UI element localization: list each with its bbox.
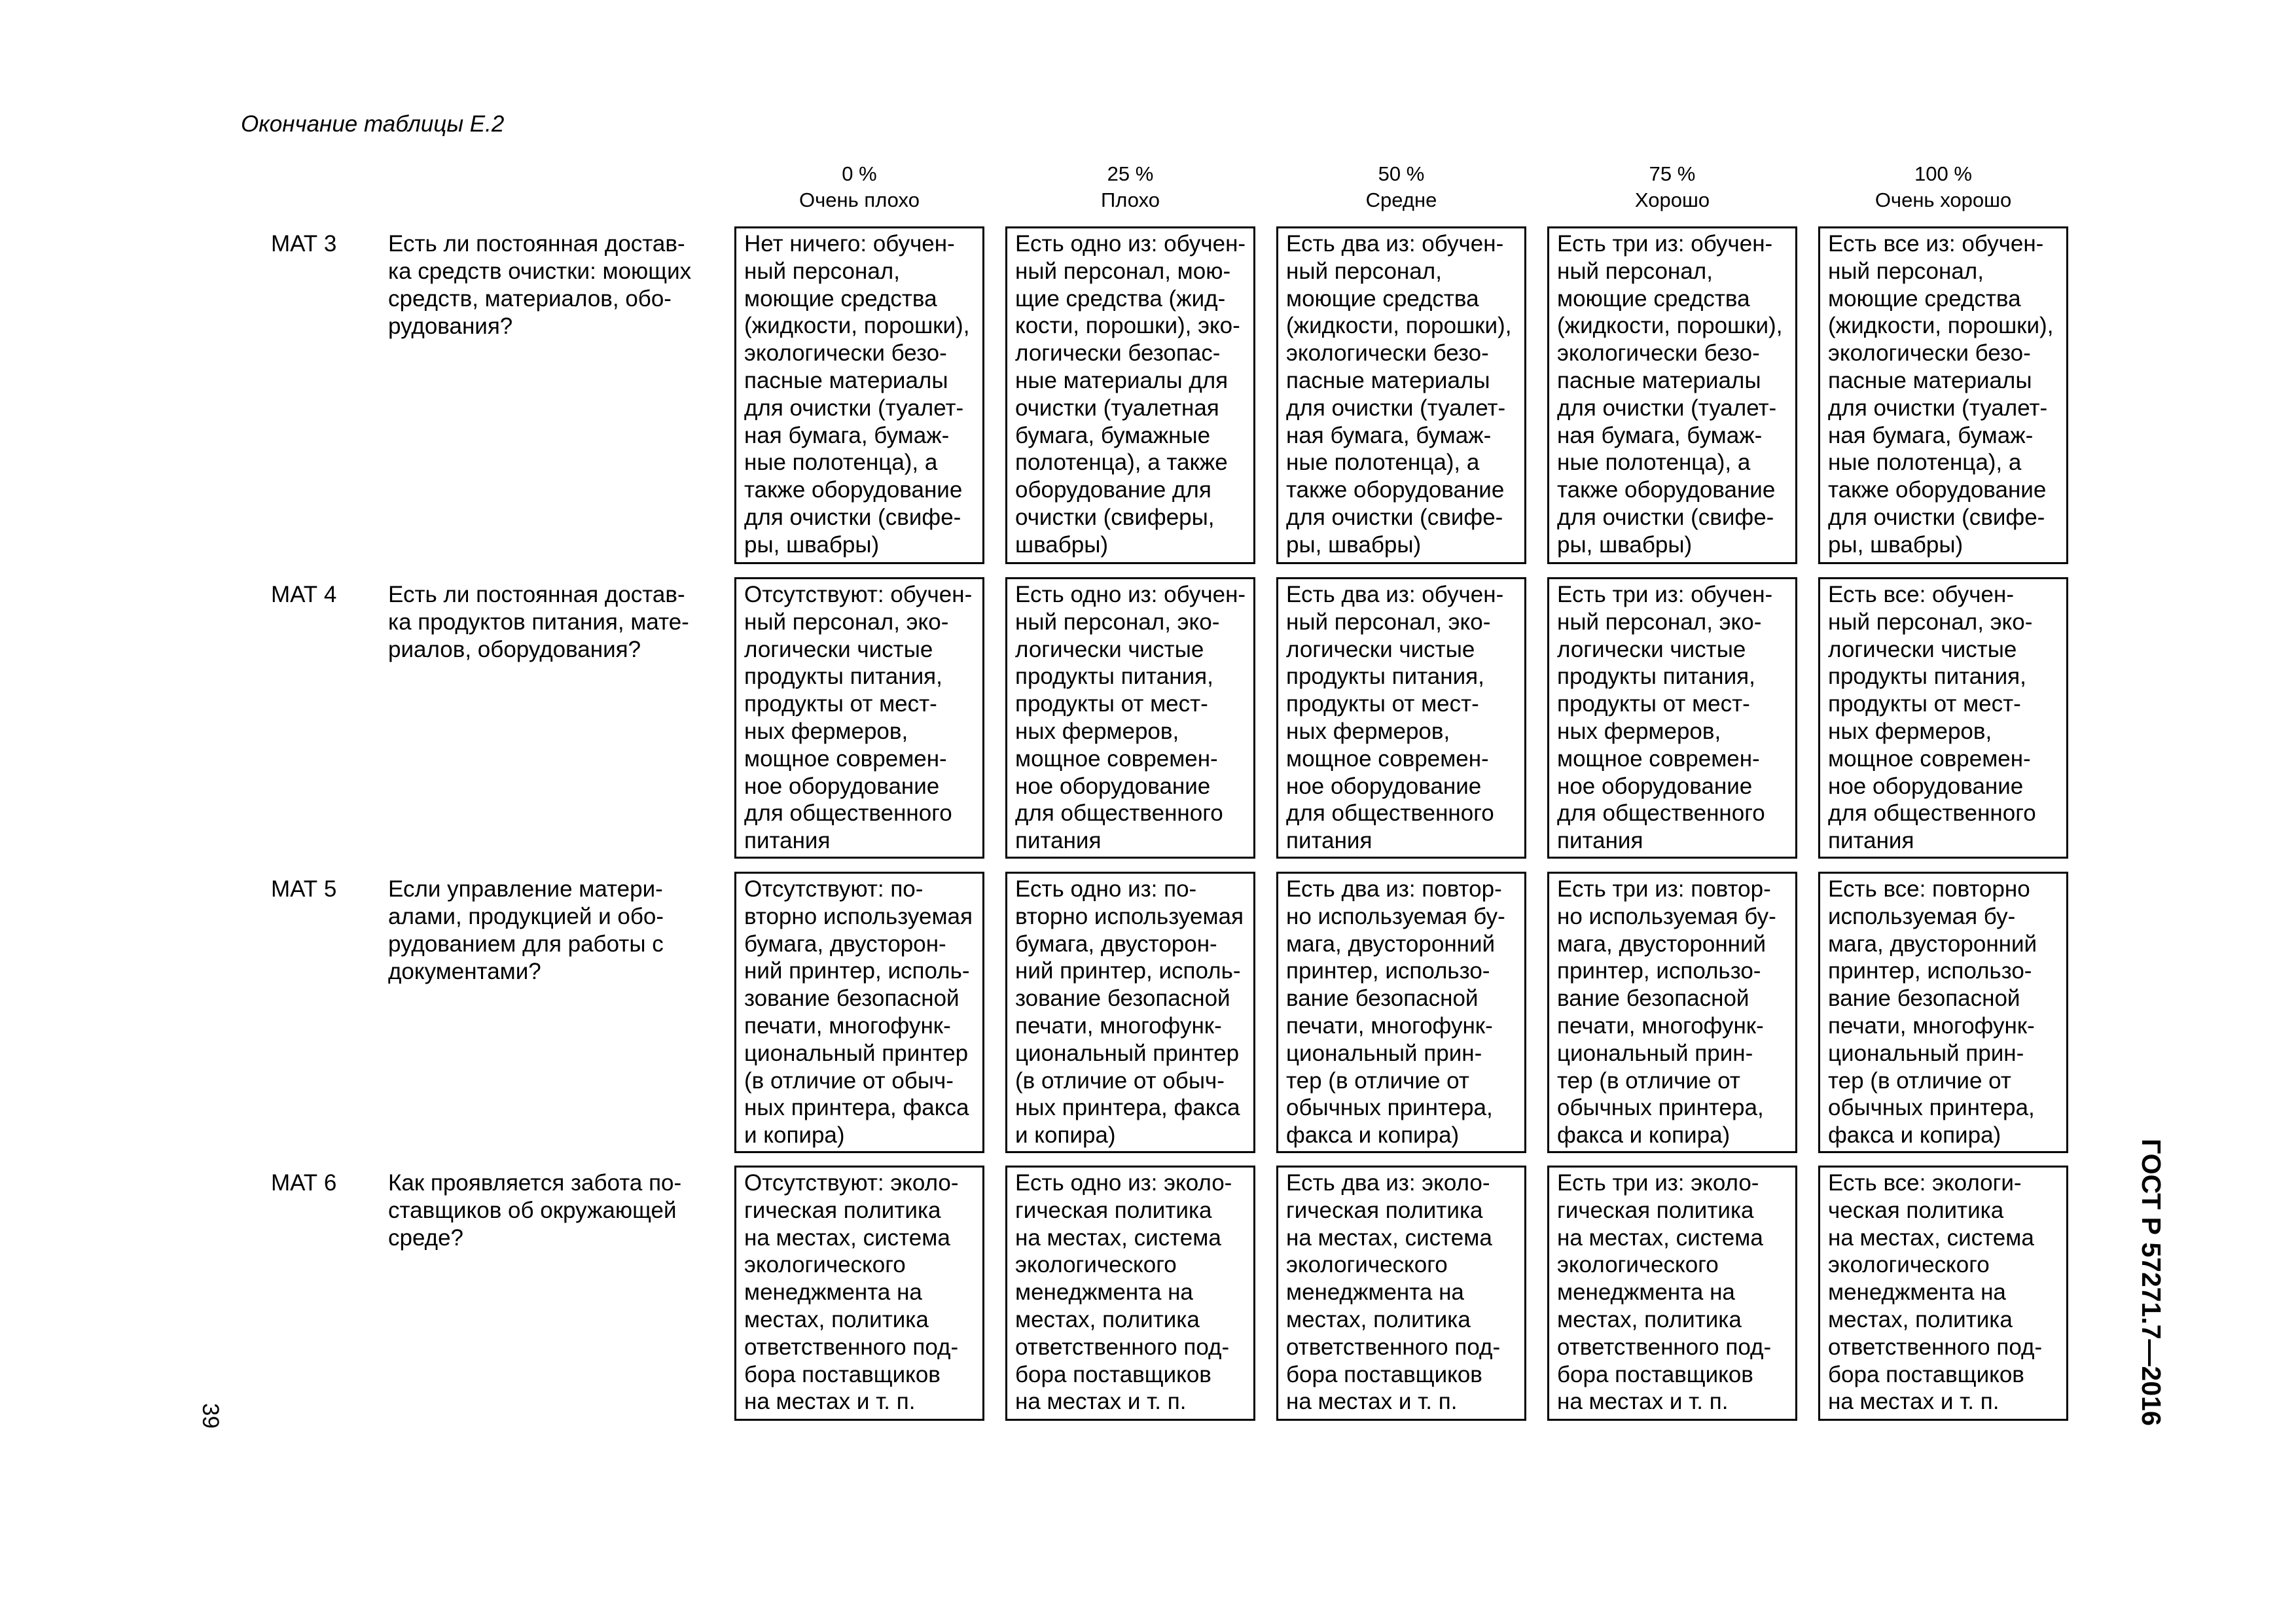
row-code: МАТ 3 [271, 231, 337, 257]
rating-cell [1276, 226, 1526, 564]
cell-line: ных фермеров, [1557, 718, 1721, 744]
cell-line: Есть три из: эколо- [1557, 1170, 1759, 1196]
cell-line: для очистки (свифе- [744, 504, 961, 530]
cell-line: для очистки (туалет- [1286, 395, 1506, 421]
cell-line: на местах, система [1557, 1224, 1763, 1251]
cell-line: ный персонал, [1557, 258, 1713, 284]
cell-line: полотенца), а также [1015, 450, 1228, 476]
cell-line: продукты питания, [1557, 664, 1755, 690]
level-header [1277, 161, 1526, 213]
rating-cell [1818, 1166, 2068, 1421]
cell-line: Есть все: экологи- [1828, 1170, 2022, 1196]
cell-line: моющие средства [744, 285, 937, 312]
rating-cell [734, 226, 984, 564]
cell-line: тер (в отличие от [1286, 1067, 1469, 1094]
cell-line: вание безопасной [1557, 986, 1749, 1012]
cell-line: ческая политика [1828, 1197, 2004, 1223]
cell-line: ный персонал, мою- [1015, 258, 1231, 284]
rating-cell [1005, 226, 1255, 564]
cell-line: мощное современ- [1828, 745, 2031, 772]
question-line: Как проявляется забота по- [388, 1170, 682, 1196]
cell-line: циональный прин- [1557, 1040, 1753, 1066]
cell-line: для общественного [744, 800, 952, 827]
cell-line: ные полотенца), а [744, 450, 938, 476]
cell-line: питания [1828, 828, 1914, 854]
cell-line: экологического [1015, 1252, 1177, 1278]
cell-line: печати, многофунк- [1557, 1012, 1764, 1039]
cell-line: логически чистые [744, 636, 933, 662]
rating-cell [1547, 577, 1797, 859]
cell-line: и копира) [744, 1122, 845, 1149]
cell-line: гическая политика [1286, 1197, 1483, 1223]
cell-line: экологически безо- [744, 340, 947, 366]
cell-line: мощное современ- [1286, 745, 1489, 772]
cell-line: менеджмента на [1828, 1279, 2006, 1306]
cell-line: для очистки (туалет- [744, 395, 964, 421]
rating-cell [1276, 872, 1526, 1153]
cell-line: Есть три из: обучен- [1557, 582, 1773, 607]
cell-line: на местах и т. п. [1015, 1389, 1187, 1415]
question-line: рудования? [388, 313, 513, 339]
cell-line: пасные материалы [1828, 367, 2032, 393]
cell-line: факса и копира) [1828, 1122, 2001, 1149]
question-line: рудованием для работы с [388, 931, 664, 957]
cell-line: местах, политика [1015, 1306, 1200, 1332]
cell-line: бумага, бумажные [1015, 422, 1211, 448]
rating-cell [1818, 226, 2068, 564]
cell-line: мага, двусторонний [1828, 931, 2037, 957]
cell-line: Есть одно из: обучен- [1015, 582, 1246, 607]
question-line: средств, материалов, обо- [388, 286, 672, 312]
cell-line: печати, многофунк- [1015, 1012, 1222, 1039]
cell-line: очистки (туалетная [1015, 395, 1219, 421]
cell-line: зование безопасной [744, 986, 960, 1012]
question-line: Есть ли постоянная достав- [388, 582, 685, 607]
cell-line: Есть три из: обучен- [1557, 231, 1773, 257]
cell-line: ный персонал, эко- [744, 609, 949, 635]
cell-line: ответственного под- [1557, 1334, 1772, 1360]
cell-line: принтер, использо- [1557, 958, 1761, 984]
cell-line: ответственного под- [744, 1334, 959, 1360]
cell-line: Отсутствуют: эколо- [744, 1170, 959, 1196]
cell-line: тер (в отличие от [1828, 1067, 2011, 1094]
cell-line: пасные материалы [1286, 367, 1490, 393]
cell-line: Отсутствуют: обучен- [744, 582, 973, 607]
cell-line: используемая бу- [1828, 903, 2016, 929]
question-line: ка средств очистки: моющих [388, 259, 692, 284]
cell-line: на местах, система [744, 1224, 950, 1251]
cell-line: менеджмента на [744, 1279, 922, 1306]
cell-line: (в отличие от обыч- [744, 1067, 954, 1094]
cell-line: продукты питания, [1015, 664, 1213, 690]
rating-cell [1276, 577, 1526, 859]
cell-line: бора поставщиков [1015, 1361, 1211, 1387]
level-header [1819, 161, 2068, 213]
rating-cell [734, 577, 984, 859]
cell-line: ный персонал, [1828, 258, 1984, 284]
row-code: МАТ 6 [271, 1170, 337, 1196]
cell-line: логически чистые [1015, 636, 1204, 662]
cell-line: ний принтер, исполь- [744, 958, 970, 984]
cell-line: ная бумага, бумаж- [1286, 422, 1492, 448]
cell-line: для очистки (туалет- [1828, 395, 2048, 421]
cell-line: для очистки (свифе- [1557, 504, 1774, 530]
rating-cell [1005, 872, 1255, 1153]
level-label: Очень плохо [799, 188, 920, 211]
cell-line: на местах и т. п. [1828, 1389, 2000, 1415]
cell-line: Есть три из: повтор- [1557, 876, 1771, 902]
cell-line: Есть одно из: по- [1015, 876, 1197, 902]
cell-line: (жидкости, порошки), [1557, 313, 1783, 339]
cell-line: экологического [744, 1252, 906, 1278]
cell-line: (жидкости, порошки), [744, 313, 970, 339]
cell-line: ный персонал, [1286, 258, 1442, 284]
cell-line: бумага, двусторон- [1015, 931, 1217, 957]
cell-line: менеджмента на [1557, 1279, 1735, 1306]
rating-cell [734, 1166, 984, 1421]
cell-line: ное оборудование [1286, 773, 1482, 799]
row-question [388, 581, 728, 664]
cell-line: пасные материалы [1557, 367, 1761, 393]
cell-line: местах, политика [1557, 1306, 1742, 1332]
cell-line: кости, порошки), эко- [1015, 313, 1240, 339]
level-label: Плохо [1100, 188, 1160, 211]
level-label: Средне [1365, 188, 1437, 211]
cell-line: ный персонал, эко- [1286, 609, 1491, 635]
cell-line: бора поставщиков [744, 1361, 941, 1387]
cell-line: ры, швабры) [1828, 531, 1964, 558]
cell-line: ных принтера, факса [1015, 1095, 1240, 1121]
cell-line: местах, политика [744, 1306, 929, 1332]
cell-line: ное оборудование [744, 773, 940, 799]
cell-line: ных фермеров, [744, 718, 908, 744]
cell-line: логически безопас- [1015, 340, 1221, 366]
level-percent: 50 % [1378, 162, 1425, 185]
cell-line: ных принтера, факса [744, 1095, 969, 1121]
cell-line: продукты от мест- [744, 691, 937, 717]
cell-line: печати, многофунк- [1828, 1012, 2035, 1039]
level-percent: 100 % [1914, 162, 1972, 185]
row-question [388, 876, 728, 986]
cell-line: мощное современ- [1557, 745, 1760, 772]
cell-line: вание безопасной [1828, 986, 2020, 1012]
cell-line: ры, швабры) [1286, 531, 1422, 558]
cell-line: для очистки (свифе- [1828, 504, 2045, 530]
level-percent: 75 % [1649, 162, 1696, 185]
rating-cell [1005, 1166, 1255, 1421]
cell-line: щие средства (жид- [1015, 285, 1226, 312]
cell-line: ный персонал, эко- [1015, 609, 1220, 635]
rating-cell [1818, 872, 2068, 1153]
cell-line: вторно используемая [1015, 903, 1244, 929]
cell-line: швабры) [1015, 531, 1109, 558]
cell-line: мага, двусторонний [1557, 931, 1767, 957]
row-code: МАТ 4 [271, 582, 337, 607]
level-header [1006, 161, 1255, 213]
rating-cell [1547, 1166, 1797, 1421]
cell-line: (в отличие от обыч- [1015, 1067, 1225, 1094]
cell-line: бора поставщиков [1828, 1361, 2024, 1387]
cell-line: принтер, использо- [1286, 958, 1490, 984]
cell-line: продукты от мест- [1286, 691, 1479, 717]
cell-line: обычных принтера, [1286, 1095, 1493, 1121]
cell-line: принтер, использо- [1828, 958, 2032, 984]
cell-line: логически чистые [1286, 636, 1475, 662]
cell-line: ные полотенца), а [1557, 450, 1751, 476]
cell-line: экологического [1557, 1252, 1719, 1278]
cell-line: мага, двусторонний [1286, 931, 1496, 957]
standard-designation: ГОСТ Р 57271.7—2016 [2136, 1139, 2166, 1426]
cell-line: ры, швабры) [744, 531, 880, 558]
cell-line: печати, многофунк- [744, 1012, 951, 1039]
cell-line: продукты от мест- [1557, 691, 1750, 717]
cell-line: экологически безо- [1828, 340, 2031, 366]
cell-line: ных фермеров, [1015, 718, 1179, 744]
cell-line: ответственного под- [1015, 1334, 1230, 1360]
cell-line: ные полотенца), а [1286, 450, 1480, 476]
cell-line: ная бумага, бумаж- [1828, 422, 2034, 448]
cell-line: ные полотенца), а [1828, 450, 2022, 476]
cell-line: ный персонал, [744, 258, 900, 284]
cell-line: для общественного [1557, 800, 1765, 827]
table-caption: Окончание таблицы Е.2 [241, 111, 505, 137]
cell-line: пасные материалы [744, 367, 948, 393]
level-percent: 25 % [1107, 162, 1154, 185]
cell-line: очистки (свиферы, [1015, 504, 1215, 530]
cell-line: факса и копира) [1557, 1122, 1731, 1149]
cell-line: для общественного [1828, 800, 2036, 827]
cell-line: ответственного под- [1286, 1334, 1501, 1360]
cell-line: (жидкости, порошки), [1828, 313, 2054, 339]
cell-line: также оборудование [1286, 477, 1505, 503]
cell-line: питания [744, 828, 831, 854]
cell-line: циональный принтер [1015, 1040, 1240, 1066]
cell-line: вание безопасной [1286, 986, 1479, 1012]
cell-line: ные материалы для [1015, 367, 1229, 393]
cell-line: на местах, система [1286, 1224, 1492, 1251]
cell-line: вторно используемая [744, 903, 973, 929]
cell-line: Есть два из: повтор- [1286, 876, 1502, 902]
row-question [388, 1169, 728, 1252]
cell-line: обычных принтера, [1828, 1095, 2035, 1121]
page-number: 39 [198, 1403, 223, 1429]
cell-line: ный персонал, эко- [1828, 609, 2033, 635]
cell-line: моющие средства [1557, 285, 1750, 312]
cell-line: ная бумага, бумаж- [744, 422, 950, 448]
cell-line: менеджмента на [1286, 1279, 1464, 1306]
level-header [735, 161, 984, 213]
cell-line: на местах и т. п. [1557, 1389, 1729, 1415]
question-line: Есть ли постоянная достав- [388, 231, 685, 257]
cell-line: (жидкости, порошки), [1286, 313, 1512, 339]
cell-line: экологически безо- [1286, 340, 1489, 366]
cell-line: ное оборудование [1557, 773, 1753, 799]
cell-line: экологического [1286, 1252, 1448, 1278]
cell-line: и копира) [1015, 1122, 1116, 1149]
cell-line: продукты питания, [1828, 664, 2026, 690]
cell-line: Нет ничего: обучен- [744, 231, 955, 257]
cell-line: бора поставщиков [1557, 1361, 1753, 1387]
level-label: Хорошо [1634, 188, 1710, 211]
question-line: документами? [388, 959, 541, 984]
cell-line: гическая политика [1015, 1197, 1212, 1223]
cell-line: также оборудование [1828, 477, 2047, 503]
cell-line: логически чистые [1828, 636, 2017, 662]
cell-line: на местах и т. п. [1286, 1389, 1458, 1415]
cell-line: экологического [1828, 1252, 1990, 1278]
cell-line: ная бумага, бумаж- [1557, 422, 1763, 448]
question-line: риалов, оборудования? [388, 637, 641, 662]
cell-line: для общественного [1015, 800, 1223, 827]
cell-line: печати, многофунк- [1286, 1012, 1493, 1039]
cell-line: Есть одно из: обучен- [1015, 231, 1246, 257]
rating-cell [1276, 1166, 1526, 1421]
cell-line: тер (в отличие от [1557, 1067, 1740, 1094]
cell-line: Есть все: повторно [1828, 876, 2030, 902]
cell-line: продукты питания, [1286, 664, 1484, 690]
question-line: ставщиков об окружающей [388, 1198, 677, 1223]
cell-line: мощное современ- [1015, 745, 1218, 772]
cell-line: продукты от мест- [1828, 691, 2021, 717]
cell-line: мощное современ- [744, 745, 947, 772]
cell-line: питания [1015, 828, 1102, 854]
cell-line: бумага, двусторон- [744, 931, 946, 957]
cell-line: зование безопасной [1015, 986, 1230, 1012]
cell-line: менеджмента на [1015, 1279, 1193, 1306]
cell-line: логически чистые [1557, 636, 1746, 662]
cell-line: также оборудование [744, 477, 963, 503]
cell-line: бора поставщиков [1286, 1361, 1482, 1387]
cell-line: моющие средства [1286, 285, 1479, 312]
cell-line: обычных принтера, [1557, 1095, 1764, 1121]
level-percent: 0 % [842, 162, 877, 185]
cell-line: продукты питания, [744, 664, 942, 690]
cell-line: для общественного [1286, 800, 1494, 827]
rating-cell [1005, 577, 1255, 859]
cell-line: Есть два из: обучен- [1286, 582, 1504, 607]
question-line: алами, продукцией и обо- [388, 904, 664, 929]
rating-cell [1547, 872, 1797, 1153]
cell-line: для очистки (свифе- [1286, 504, 1503, 530]
rating-cell [1547, 226, 1797, 564]
cell-line: на местах, система [1015, 1224, 1221, 1251]
cell-line: на местах, система [1828, 1224, 2034, 1251]
cell-line: питания [1557, 828, 1643, 854]
level-header [1548, 161, 1797, 213]
cell-line: ры, швабры) [1557, 531, 1693, 558]
row-question [388, 230, 728, 340]
cell-line: Есть все: обучен- [1828, 582, 2014, 607]
cell-line: гическая политика [1557, 1197, 1754, 1223]
cell-line: ных фермеров, [1286, 718, 1450, 744]
cell-line: для очистки (туалет- [1557, 395, 1777, 421]
cell-line: моющие средства [1828, 285, 2021, 312]
level-label: Очень хорошо [1874, 188, 2012, 211]
cell-line: местах, политика [1828, 1306, 2013, 1332]
cell-line: Есть два из: эколо- [1286, 1170, 1490, 1196]
cell-line: питания [1286, 828, 1372, 854]
cell-line: Отсутствуют: по- [744, 876, 924, 902]
cell-line: ный персонал, эко- [1557, 609, 1762, 635]
cell-line: ное оборудование [1828, 773, 2024, 799]
cell-line: циональный прин- [1286, 1040, 1482, 1066]
cell-line: ное оборудование [1015, 773, 1211, 799]
cell-line: ний принтер, исполь- [1015, 958, 1241, 984]
cell-line: ных фермеров, [1828, 718, 1992, 744]
cell-line: местах, политика [1286, 1306, 1471, 1332]
cell-line: Есть одно из: эколо- [1015, 1170, 1232, 1196]
cell-line: Есть два из: обучен- [1286, 231, 1504, 257]
row-code: МАТ 5 [271, 876, 337, 902]
cell-line: оборудование для [1015, 477, 1211, 503]
cell-line: экологически безо- [1557, 340, 1760, 366]
cell-line: гическая политика [744, 1197, 941, 1223]
cell-line: ответственного под- [1828, 1334, 2043, 1360]
rating-cell [1818, 577, 2068, 859]
cell-line: циональный принтер [744, 1040, 969, 1066]
cell-line: также оборудование [1557, 477, 1776, 503]
cell-line: но используемая бу- [1286, 903, 1505, 929]
question-line: среде? [388, 1225, 464, 1251]
cell-line: циональный прин- [1828, 1040, 2024, 1066]
rating-cell [734, 872, 984, 1153]
cell-line: факса и копира) [1286, 1122, 1460, 1149]
cell-line: продукты от мест- [1015, 691, 1208, 717]
question-line: ка продуктов питания, мате- [388, 609, 689, 635]
cell-line: Есть все из: обучен- [1828, 231, 2044, 257]
cell-line: на местах и т. п. [744, 1389, 916, 1415]
question-line: Если управление матери- [388, 876, 663, 902]
cell-line: но используемая бу- [1557, 903, 1776, 929]
